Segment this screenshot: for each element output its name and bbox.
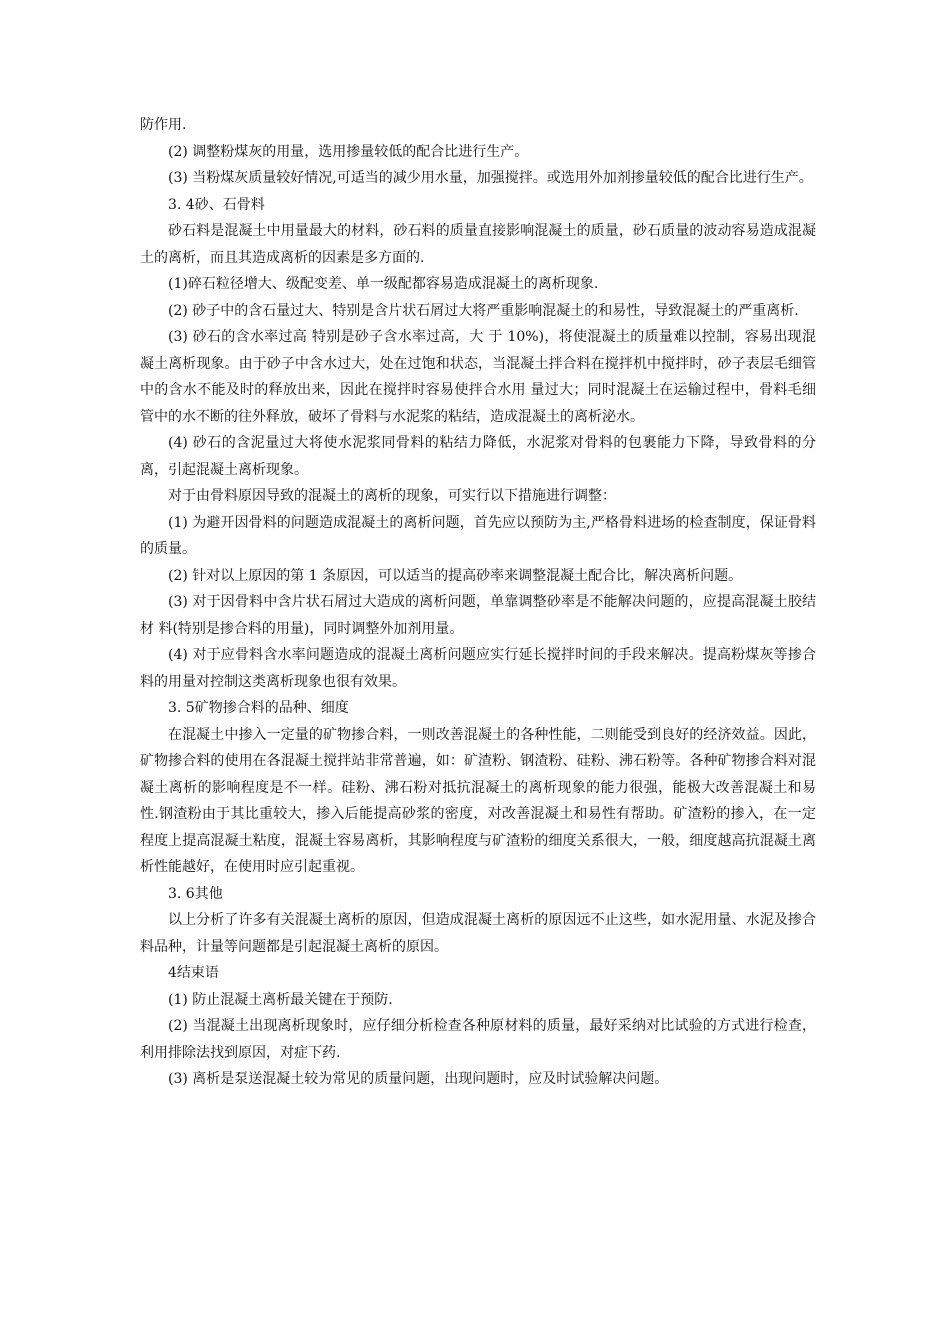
section-heading: 3. 5矿物掺合料的品种、细度 — [168, 700, 349, 716]
paragraph: (1) 防止混凝土离析最关键在于预防. — [168, 991, 393, 1008]
paragraph: (3) 对于因骨料中含片状石屑过大造成的离析问题，单靠调整砂率是不能解决问题的，应提高混凝土胶结材 料(特别是掺合料的用量)，同时调整外加剂用量。 — [140, 594, 816, 637]
paragraph: (1)碎石粒径增大、级配变差、单一级配都容易造成混凝土的离析现象. — [168, 276, 599, 292]
section-heading: 4结束语 — [168, 965, 219, 981]
paragraph: 对于由骨料原因导致的混凝土的离析的现象，可实行以下措施进行调整： — [168, 488, 616, 504]
paragraph: (3) 当粉煤灰质量较好情况,可适当的减少用水量，加强搅拌。或选用外加剂掺量较低的配合比进行生产。 — [168, 170, 813, 186]
paragraph: (4) 对于应骨料含水率问题造成的混凝土离析问题应实行延长搅拌时间的手段来解决。提高粉煤灰等掺合料的用量对控制这类离析现象也很有效果。 — [140, 647, 816, 690]
paragraph: (2) 针对以上原因的第 1 条原因，可以适当的提高砂率来调整混凝土配合比，解决离析问题。 — [168, 567, 743, 584]
paragraph: (2) 砂子中的含石量过大、特别是含片状石屑过大将严重影响混凝土的和易性，导致混凝土的严重离析. — [168, 302, 799, 319]
paragraph: (2) 调整粉煤灰的用量，选用掺量较低的配合比进行生产。 — [168, 143, 529, 160]
paragraph: (4) 砂石的含泥量过大将使水泥浆同骨料的粘结力降低，水泥浆对骨料的包裹能力下降，导致骨料的分离，引起混凝土离析现象。 — [140, 435, 816, 478]
paragraph: 以上分析了许多有关混凝土离析的原因，但造成混凝土离析的原因远不止这些，如水泥用量、水泥及掺合 料品种，计量等问题都是引起混凝土离析的原因。 — [140, 912, 816, 955]
paragraph: 在混凝土中掺入一定量的矿物掺合料，一则改善混凝土的各种性能，二则能受到良好的经济效益。因此，矿物掺合料的使用在各混凝土搅拌站非常普遍，如：矿渣粉、钢渣粉、硅粉、沸石粉等。各种矿物掺合料对混凝土离析的影响程度是不一样。硅粉、沸石粉对抵抗混凝土的离析现象的能力很强，能极大改善混凝土和易性.钢渣粉由于其比重较大，掺入后能提高砂浆的密度，对改善混凝土和易性有帮助。矿渣粉的掺入，在一定程度上提高混凝土粘度，混凝土容易离析，其影响程度与矿渣粉的细度关系很大，一般，细度越高抗混凝土离析性能越好，在使用时应引起重视。 — [140, 726, 816, 875]
paragraph: (3) 离析是泵送混凝土较为常见的质量问题，出现问题时，应及时试验解决问题。 — [168, 1071, 669, 1087]
paragraph: (1) 为避开因骨料的问题造成混凝土的离析问题，首先应以预防为主,严格骨料进场的检查制度，保证骨料的质量。 — [140, 514, 816, 557]
paragraph: (2) 当混凝土出现离析现象时，应仔细分析检查各种原材料的质量，最好采纳对比试验的方式进行检查，利用排除法找到原因，对症下药. — [140, 1018, 816, 1061]
document-page — [140, 112, 816, 1093]
paragraph: (3) 砂石的含水率过高 特别是砂子含水率过高，大 于 10%)，将使混凝土的质量难以控制，容易出现混凝土离析现象。由于砂子中含水过大，处在过饱和状态，当混凝土拌合料在搅拌机中搅拌时，砂子表层毛细管中的含水不能及时的释放出来，因此在搅拌时容易使拌合水用 量过大；同时混凝土在运输过程中，骨料毛细管中的水不断的往外释放，破坏了骨料与水泥浆的粘结，造成混凝土的离析泌水。 — [140, 329, 816, 425]
section-heading: 3. 4砂、石骨料 — [168, 196, 265, 213]
paragraph-continuation: 防作用. — [140, 117, 187, 133]
section-heading: 3. 6其他 — [168, 885, 223, 902]
paragraph: 砂石料是混凝土中用量最大的材料，砂石料的质量直接影响混凝土的质量，砂石质量的波动容易造成混凝土的离析，而且其造成离析的因素是多方面的. — [140, 223, 816, 266]
